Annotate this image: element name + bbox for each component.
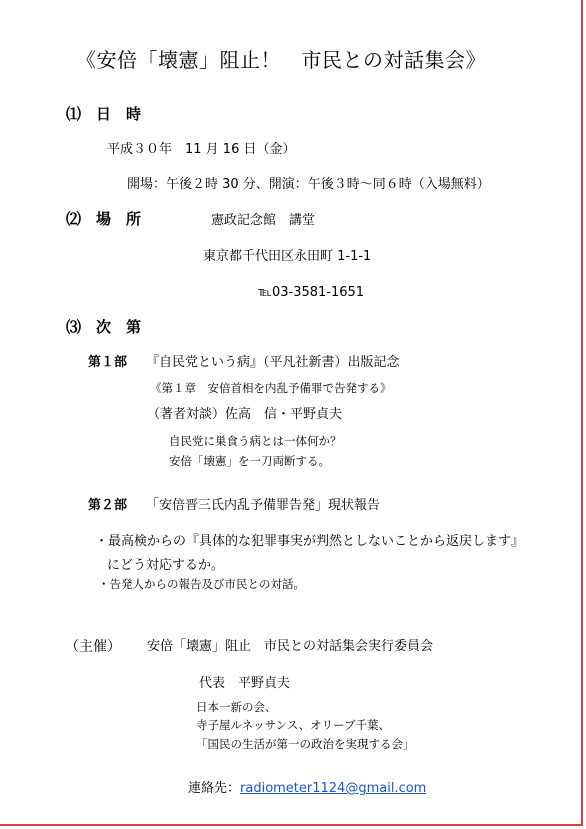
part1-talk: （著者対談）佐高 信・平野貞夫 xyxy=(147,407,343,422)
organizer-group-2: 寺子屋ルネッサンス、オリーブ千葉、 xyxy=(196,718,391,732)
part2-bullet-1-cont: にどう対応するか。 xyxy=(107,558,225,573)
section-datetime-heading: ⑴ 日 時 xyxy=(66,105,142,123)
part2-bullet-1: ・最高検からの『具体的な犯罪事実が判然としないことから返戻します』 xyxy=(95,534,525,549)
part2-bullet-2: ・告発人からの報告及び市民との対話。 xyxy=(98,577,305,591)
organizer-name: 安倍「壊憲」阻止 市民との対話集会実行委員会 xyxy=(147,639,434,654)
event-times: 開場：午後２時 30 分、開演：午後３時～同６時（入場無料） xyxy=(127,177,490,192)
part1-chapter: 《第１章 安倍首相を内乱予備罪で告発する》 xyxy=(150,381,392,395)
venue-address: 東京都千代田区永田町 1-1-1 xyxy=(203,249,372,264)
flyer-title: 《安倍「壊憲」阻止！ 市民との対話集会》 xyxy=(76,48,486,72)
part1-note-1: 自民党に巣食う病とは一体何か？ xyxy=(169,434,342,448)
organizer-group-1: 日本一新の会、 xyxy=(196,700,277,714)
contact-email-link[interactable]: radiometer1124@gmail.com xyxy=(240,781,427,796)
section-venue-heading: ⑵ 場 所 xyxy=(66,210,142,228)
organizer-representative: 代表 平野貞夫 xyxy=(199,676,291,691)
venue-tel: ℡03-3581-1651 xyxy=(258,285,365,300)
section-program-heading: ⑶ 次 第 xyxy=(66,318,142,336)
part1-label: 第１部 xyxy=(88,355,128,370)
event-date: 平成３０年 11 月 16 日（金） xyxy=(107,142,296,157)
organizer-group-3: 「国民の生活が第一の政治を実現する会」 xyxy=(196,737,415,751)
venue-name: 憲政記念館 講堂 xyxy=(211,213,316,228)
part2-label: 第２部 xyxy=(88,498,128,513)
part2-title: 「安倍晋三氏内乱予備罪告発」現状報告 xyxy=(146,498,381,513)
part1-title: 『自民党という病』（平凡社新書）出版記念 xyxy=(146,355,400,370)
organizer-label: （主催） xyxy=(65,639,121,655)
contact-label: 連絡先： xyxy=(188,781,241,796)
part1-note-2: 安倍「壊憲」を一刀両断する。 xyxy=(169,454,330,468)
contact-row xyxy=(188,782,426,795)
